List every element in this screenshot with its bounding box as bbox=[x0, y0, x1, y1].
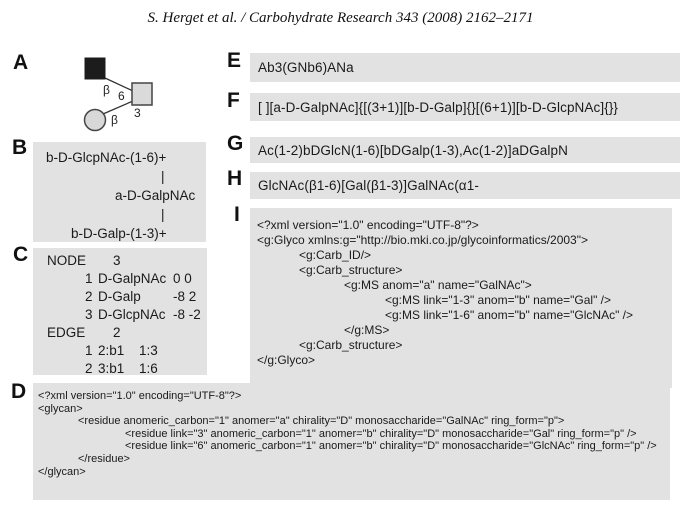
linearcode-text: Ab3(GNb6)ANa bbox=[258, 60, 354, 75]
kcf-format-box bbox=[33, 248, 207, 375]
linucs-text: [ ][a-D-GalpNAc]{[(3+1)][b-D-Galp]{}[(6+1)][b-D-GlcpNAc]{}} bbox=[258, 99, 619, 115]
xml-code-line: <residue link="6" anomeric_carbon="1" anomer="b" chirality="D" monosaccharide="GlcNAc" ring_form="p" /> bbox=[125, 440, 657, 453]
iupac-line: b-D-GlcpNAc-(1-6)+ bbox=[46, 150, 167, 165]
anomer-label-bottom: β bbox=[111, 113, 118, 127]
xml-code-line: </glycan> bbox=[38, 465, 86, 478]
circle-residue-icon bbox=[85, 110, 106, 131]
edge-num: 2 bbox=[85, 361, 93, 376]
xml-code-line: <g:MS anom="a" name="GalNAc"> bbox=[344, 278, 532, 292]
xml-code-line: </g:Glyco> bbox=[257, 353, 316, 367]
open-square-residue-icon bbox=[132, 83, 152, 105]
xml-code-line: <?xml version="1.0" encoding="UTF-8"?> bbox=[38, 390, 242, 402]
bacterial-csdb-text: Ac(1-2)bDGlcN(1-6)[bDGalp(1-3),Ac(1-2)]aDGalpN bbox=[258, 142, 568, 158]
panel-g-label: G bbox=[227, 132, 244, 155]
filled-square-residue-icon bbox=[85, 58, 105, 79]
iupac-line: | bbox=[161, 169, 165, 184]
panel-f-label: F bbox=[227, 89, 240, 112]
linucs-box bbox=[250, 93, 680, 121]
xml-code-line: </residue> bbox=[78, 452, 130, 465]
node-num: 2 bbox=[85, 289, 93, 304]
linearcode-box bbox=[250, 53, 680, 82]
edge-link: 2:b1 bbox=[98, 343, 125, 358]
edge-pos: 1:3 bbox=[139, 343, 158, 358]
node-coords: 0 0 bbox=[173, 271, 192, 286]
xml-code-line: <residue link="3" anomeric_carbon="1" anomer="b" chirality="D" monosaccharide="Gal" ring_form="p" /> bbox=[125, 427, 637, 440]
xml-code-line: <g:Carb_ID/> bbox=[299, 248, 372, 262]
panel-e-label: E bbox=[227, 49, 242, 72]
node-name: D-Galp bbox=[98, 289, 141, 304]
node-count: 3 bbox=[113, 253, 121, 268]
glyco-xml-box bbox=[250, 208, 672, 388]
node-coords: -8 -2 bbox=[173, 307, 201, 322]
edge-num: 1 bbox=[85, 343, 93, 358]
glycan-symbol-diagram bbox=[60, 50, 180, 140]
position-label-6: 6 bbox=[118, 89, 125, 103]
node-coords: -8 2 bbox=[173, 289, 197, 304]
edge-row bbox=[33, 342, 207, 360]
xml-code-line: </g:MS> bbox=[344, 323, 390, 337]
iupac-extended-box bbox=[33, 142, 206, 242]
panel-h-label: H bbox=[227, 167, 243, 190]
iupac-line: a-D-GalpNAc bbox=[115, 188, 196, 203]
journal-citation: S. Herget et al. / Carbohydrate Research 343 (2008) 2162–2171 bbox=[147, 10, 534, 26]
xml-code-line: <g:Carb_structure> bbox=[299, 263, 403, 277]
node-header bbox=[33, 252, 207, 270]
panel-d-label: D bbox=[11, 380, 27, 403]
edge-header bbox=[33, 324, 207, 342]
anomer-label-top: β bbox=[103, 83, 110, 97]
edge-pos: 1:6 bbox=[139, 361, 158, 376]
xml-code-line: <?xml version="1.0" encoding="UTF-8"?> bbox=[257, 218, 479, 232]
node-name: D-GlcpNAc bbox=[98, 307, 166, 322]
panel-c-label: C bbox=[13, 243, 29, 266]
position-label-3: 3 bbox=[134, 106, 141, 120]
iupac-line: b-D-Galp-(1-3)+ bbox=[71, 226, 167, 241]
edge-keyword: EDGE bbox=[47, 325, 86, 340]
panel-i-label: I bbox=[234, 203, 240, 226]
iupac-line: | bbox=[161, 207, 165, 222]
node-name: D-GalpNAc bbox=[98, 271, 167, 286]
node-row bbox=[33, 288, 207, 306]
node-keyword: NODE bbox=[47, 253, 87, 268]
edge-row bbox=[33, 360, 207, 378]
panel-b-label: B bbox=[12, 136, 28, 159]
panel-a-label: A bbox=[13, 51, 29, 74]
node-row bbox=[33, 270, 207, 288]
iupac-condensed-text: GlcNAc(β1-6)[Gal(β1-3)]GalNAc(α1- bbox=[258, 178, 479, 193]
iupac-condensed-box bbox=[250, 172, 680, 199]
node-num: 3 bbox=[85, 307, 93, 322]
glycoct-xml-box bbox=[33, 383, 670, 500]
xml-code-line: <g:Glyco xmlns:g="http://bio.mki.co.jp/glycoinformatics/2003"> bbox=[257, 233, 589, 247]
bacterial-csdb-box bbox=[250, 137, 680, 163]
xml-code-line: <residue anomeric_carbon="1" anomer="a" chirality="D" monosaccharide="GalNAc" ring_form="p"> bbox=[78, 415, 565, 428]
xml-code-line: <g:MS link="1-6" anom="b" name="GlcNAc" /> bbox=[385, 308, 634, 322]
edge-link: 3:b1 bbox=[98, 361, 125, 376]
node-row bbox=[33, 306, 207, 324]
xml-code-line: <g:MS link="1-3" anom="b" name="Gal" /> bbox=[385, 293, 612, 307]
node-num: 1 bbox=[85, 271, 93, 286]
xml-code-line: <g:Carb_structure> bbox=[299, 338, 403, 352]
xml-code-line: <glycan> bbox=[38, 402, 83, 415]
edge-count: 2 bbox=[113, 325, 121, 340]
